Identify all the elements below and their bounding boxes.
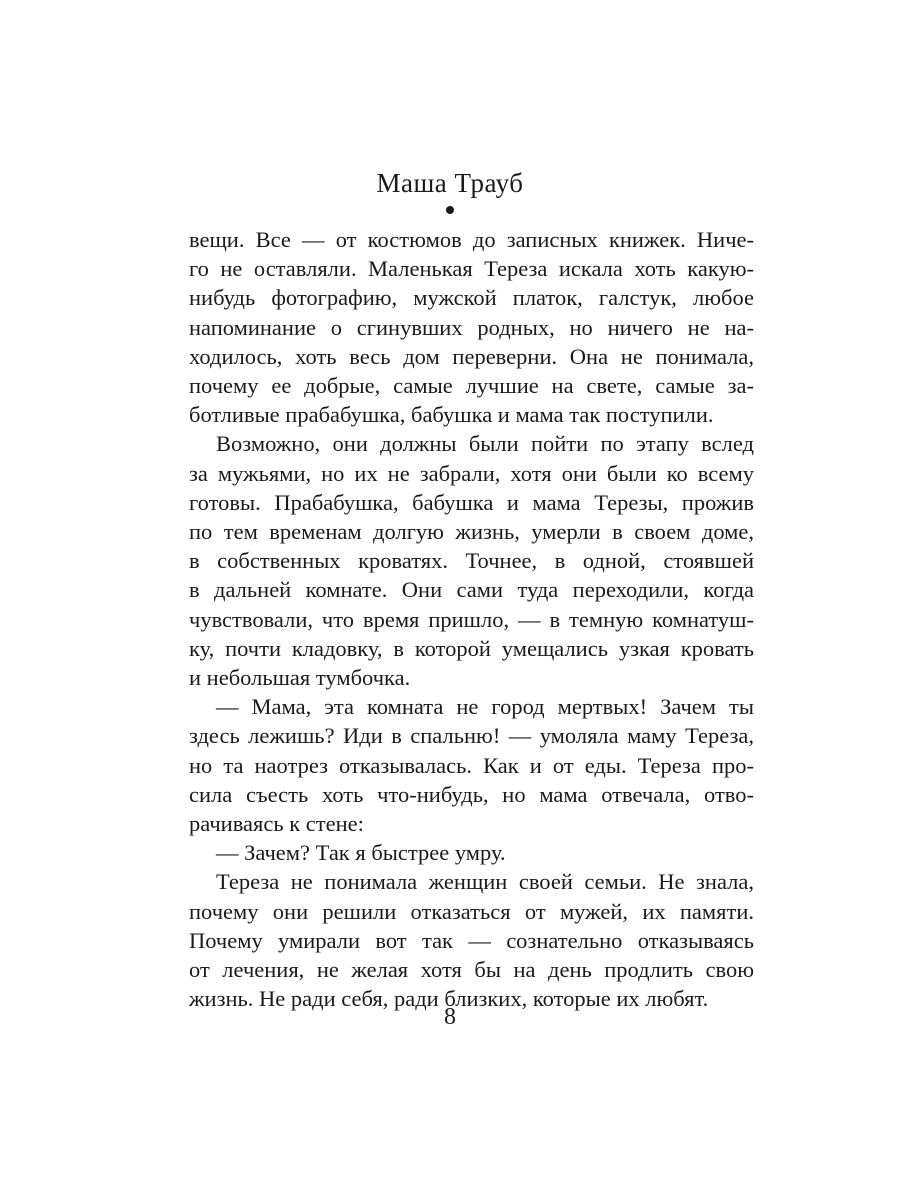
text-line: — Мама, эта комната не город мертвых! Зачем ты	[216, 694, 754, 720]
text-line: за мужьями, но их не забрали, хотя они были ко всему	[189, 460, 754, 486]
text-line: ку, почти кладовку, в которой умещались узкая кровать	[189, 635, 754, 661]
text-line: готовы. Прабабушка, бабушка и мама Терезы, прожив	[189, 489, 754, 515]
text-line: по тем временам долгую жизнь, умерли в своем доме,	[189, 519, 754, 545]
bullet-ornament	[446, 206, 454, 214]
text-line: рачиваясь к стене:	[189, 811, 364, 837]
text-line: и небольшая тумбочка.	[189, 665, 411, 691]
text-line: но та наотрез отказывалась. Как и от еды. Тереза про-	[189, 752, 754, 778]
text-line: чувствовали, что время пришло, — в темную комнатуш-	[189, 606, 754, 632]
running-head-author: Маша Трауб	[376, 168, 524, 198]
text-line: почему они решили отказаться от мужей, их памяти.	[189, 898, 754, 924]
text-line: ботливые прабабушка, бабушка и мама так поступили.	[189, 402, 714, 428]
text-line: здесь лежишь? Иди в спальню! — умоляла маму Тереза,	[189, 723, 754, 749]
text-line: напоминание о сгинувших родных, но ничего не на-	[189, 314, 754, 340]
text-line: го не оставляли. Маленькая Тереза искала хоть какую-	[189, 256, 754, 282]
text-line: Почему умирали вот так — сознательно отказываясь	[189, 927, 754, 953]
text-line: — Зачем? Так я быстрее умру.	[216, 840, 506, 866]
body-text	[189, 225, 754, 1013]
text-line: почему ее добрые, самые лучшие на свете, самые за-	[189, 373, 754, 399]
page-header	[0, 168, 900, 214]
text-line: в собственных кроватях. Точнее, в одной, стоявшей	[189, 548, 754, 574]
text-line: в дальней комнате. Они сами туда переходили, когда	[189, 577, 754, 603]
text-line: Возможно, они должны были пойти по этапу вслед	[216, 431, 754, 457]
text-line: вещи. Все — от костюмов до записных книжек. Ниче-	[189, 227, 754, 252]
page-number: 8	[444, 1004, 456, 1030]
text-line: от лечения, не желая хотя бы на день продлить свою	[189, 957, 754, 983]
text-line: сила съесть хоть что-нибудь, но мама отвечала, отво-	[189, 781, 754, 807]
text-line: ходилось, хоть весь дом переверни. Она не понимала,	[189, 343, 754, 369]
text-line: жизнь. Не ради себя, ради близких, которые их любят.	[189, 986, 709, 1012]
text-line: нибудь фотографию, мужской платок, галстук, любое	[189, 285, 754, 311]
text-line: Тереза не понимала женщин своей семьи. Не знала,	[216, 869, 754, 895]
